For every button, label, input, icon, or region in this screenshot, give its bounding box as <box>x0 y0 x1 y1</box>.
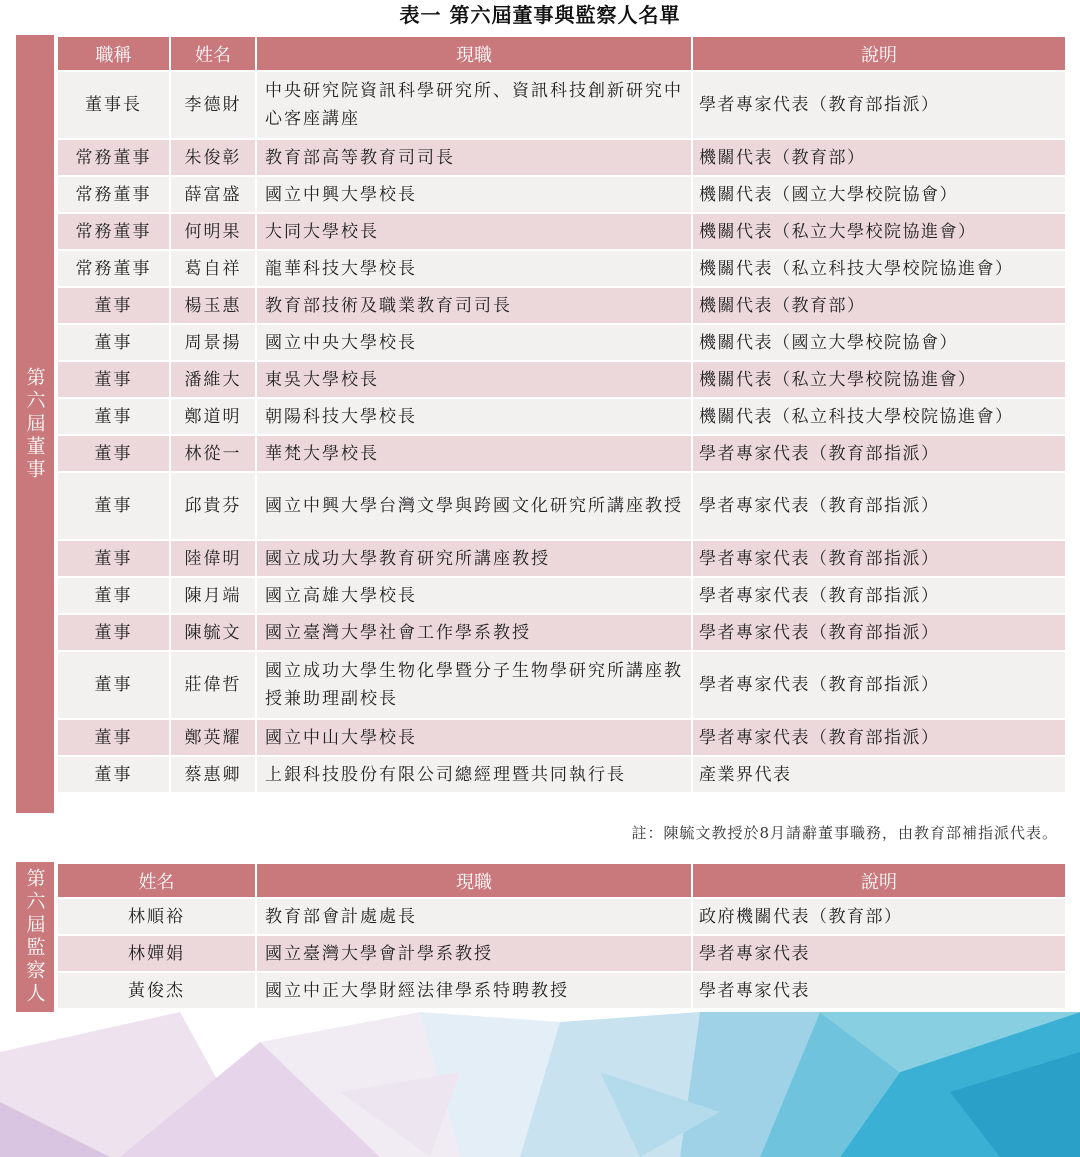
position-cell: 國立高雄大學校長 <box>256 577 692 614</box>
position-cell: 國立中正大學財經法律學系特聘教授 <box>256 972 692 1009</box>
name-cell: 鄭英耀 <box>170 719 256 756</box>
document-title: 表一 第六屆董事與監察人名單 <box>399 3 681 27</box>
note-cell: 產業界代表 <box>692 756 1066 793</box>
note-cell: 學者專家代表（教育部指派） <box>692 540 1066 577</box>
position-cell: 國立中興大學校長 <box>256 176 692 213</box>
position-cell: 國立中興大學台灣文學與跨國文化研究所講座教授 <box>256 472 692 540</box>
role-cell: 董事 <box>57 614 170 651</box>
role-cell: 常務董事 <box>57 213 170 250</box>
position-cell: 華梵大學校長 <box>256 435 692 472</box>
name-cell: 李德財 <box>170 71 256 139</box>
table-row <box>57 324 1066 361</box>
role-cell: 董事 <box>57 398 170 435</box>
note-cell: 學者專家代表（教育部指派） <box>692 472 1066 540</box>
name-cell: 林嬋娟 <box>57 935 256 972</box>
note-cell: 機關代表（私立科技大學校院協進會） <box>692 398 1066 435</box>
position-cell: 東吳大學校長 <box>256 361 692 398</box>
role-cell: 常務董事 <box>57 250 170 287</box>
note-cell: 機關代表（國立大學校院協會） <box>692 176 1066 213</box>
position-cell: 國立臺灣大學會計學系教授 <box>256 935 692 972</box>
supervisors-table-body <box>57 898 1066 1009</box>
table-row <box>57 139 1066 176</box>
role-cell: 董事 <box>57 287 170 324</box>
table-row <box>57 472 1066 540</box>
header-name: 姓名 <box>170 36 256 71</box>
board-table-body <box>57 71 1066 793</box>
note-cell: 學者專家代表（教育部指派） <box>692 71 1066 139</box>
table-row <box>57 250 1066 287</box>
table-row <box>57 614 1066 651</box>
table-row <box>57 176 1066 213</box>
table-row <box>57 287 1066 324</box>
note-cell: 機關代表（私立科技大學校院協進會） <box>692 250 1066 287</box>
position-cell: 國立成功大學教育研究所講座教授 <box>256 540 692 577</box>
role-cell: 董事 <box>57 324 170 361</box>
role-cell: 董事 <box>57 435 170 472</box>
table-row <box>57 213 1066 250</box>
supervisors-side-label: 第六屆監察人 <box>16 862 54 1012</box>
role-cell: 董事 <box>57 472 170 540</box>
name-cell: 蔡惠卿 <box>170 756 256 793</box>
name-cell: 何明果 <box>170 213 256 250</box>
position-cell: 大同大學校長 <box>256 213 692 250</box>
name-cell: 陳毓文 <box>170 614 256 651</box>
name-cell: 林從一 <box>170 435 256 472</box>
note-cell: 學者專家代表 <box>692 935 1066 972</box>
position-cell: 國立中央大學校長 <box>256 324 692 361</box>
position-cell: 教育部技術及職業教育司司長 <box>256 287 692 324</box>
table-row <box>57 540 1066 577</box>
position-cell: 龍華科技大學校長 <box>256 250 692 287</box>
note-cell: 學者專家代表（教育部指派） <box>692 719 1066 756</box>
note-cell: 政府機關代表（教育部） <box>692 898 1066 935</box>
name-cell: 陸偉明 <box>170 540 256 577</box>
position-cell: 教育部會計處處長 <box>256 898 692 935</box>
name-cell: 周景揚 <box>170 324 256 361</box>
note-cell: 機關代表（私立大學校院協進會） <box>692 361 1066 398</box>
name-cell: 邱貴芬 <box>170 472 256 540</box>
position-cell: 教育部高等教育司司長 <box>256 139 692 176</box>
role-cell: 董事 <box>57 756 170 793</box>
role-cell: 董事 <box>57 361 170 398</box>
role-cell: 董事長 <box>57 71 170 139</box>
role-cell: 董事 <box>57 719 170 756</box>
board-side-label: 第六屆董事 <box>16 35 54 813</box>
note-cell: 機關代表（國立大學校院協會） <box>692 324 1066 361</box>
note-cell: 學者專家代表（教育部指派） <box>692 651 1066 719</box>
decorative-background <box>0 1012 1080 1157</box>
header-role: 職稱 <box>57 36 170 71</box>
position-cell: 上銀科技股份有限公司總經理暨共同執行長 <box>256 756 692 793</box>
name-cell: 楊玉惠 <box>170 287 256 324</box>
table-row <box>57 935 1066 972</box>
note-cell: 學者專家代表（教育部指派） <box>692 435 1066 472</box>
role-cell: 董事 <box>57 577 170 614</box>
footnote: 註：陳毓文教授於8月請辭董事職務，由教育部補指派代表。 <box>631 824 1058 842</box>
name-cell: 葛自祥 <box>170 250 256 287</box>
table-row <box>57 577 1066 614</box>
note-cell: 機關代表（教育部） <box>692 139 1066 176</box>
position-cell: 國立中山大學校長 <box>256 719 692 756</box>
header-name: 姓名 <box>57 863 256 898</box>
header-position: 現職 <box>256 36 692 71</box>
name-cell: 潘維大 <box>170 361 256 398</box>
header-position: 現職 <box>256 863 692 898</box>
table-row <box>57 898 1066 935</box>
table-row <box>57 361 1066 398</box>
supervisors-table <box>56 862 1067 1010</box>
header-note: 說明 <box>692 863 1066 898</box>
table-row <box>57 756 1066 793</box>
name-cell: 陳月端 <box>170 577 256 614</box>
name-cell: 林順裕 <box>57 898 256 935</box>
role-cell: 董事 <box>57 651 170 719</box>
position-cell: 國立成功大學生物化學暨分子生物學研究所講座教授兼助理副校長 <box>256 651 692 719</box>
table-row <box>57 435 1066 472</box>
table-row <box>57 972 1066 1009</box>
name-cell: 薛富盛 <box>170 176 256 213</box>
table-row <box>57 651 1066 719</box>
table-row <box>57 719 1066 756</box>
name-cell: 黃俊杰 <box>57 972 256 1009</box>
note-cell: 學者專家代表 <box>692 972 1066 1009</box>
role-cell: 常務董事 <box>57 139 170 176</box>
position-cell: 朝陽科技大學校長 <box>256 398 692 435</box>
note-cell: 學者專家代表（教育部指派） <box>692 577 1066 614</box>
role-cell: 常務董事 <box>57 176 170 213</box>
table-row <box>57 398 1066 435</box>
header-note: 說明 <box>692 36 1066 71</box>
note-cell: 學者專家代表（教育部指派） <box>692 614 1066 651</box>
name-cell: 朱俊彰 <box>170 139 256 176</box>
note-cell: 機關代表（教育部） <box>692 287 1066 324</box>
board-table <box>56 35 1067 794</box>
position-cell: 國立臺灣大學社會工作學系教授 <box>256 614 692 651</box>
role-cell: 董事 <box>57 540 170 577</box>
position-cell: 中央研究院資訊科學研究所、資訊科技創新研究中心客座講座 <box>256 71 692 139</box>
name-cell: 莊偉哲 <box>170 651 256 719</box>
note-cell: 機關代表（私立大學校院協進會） <box>692 213 1066 250</box>
name-cell: 鄭道明 <box>170 398 256 435</box>
table-row <box>57 71 1066 139</box>
